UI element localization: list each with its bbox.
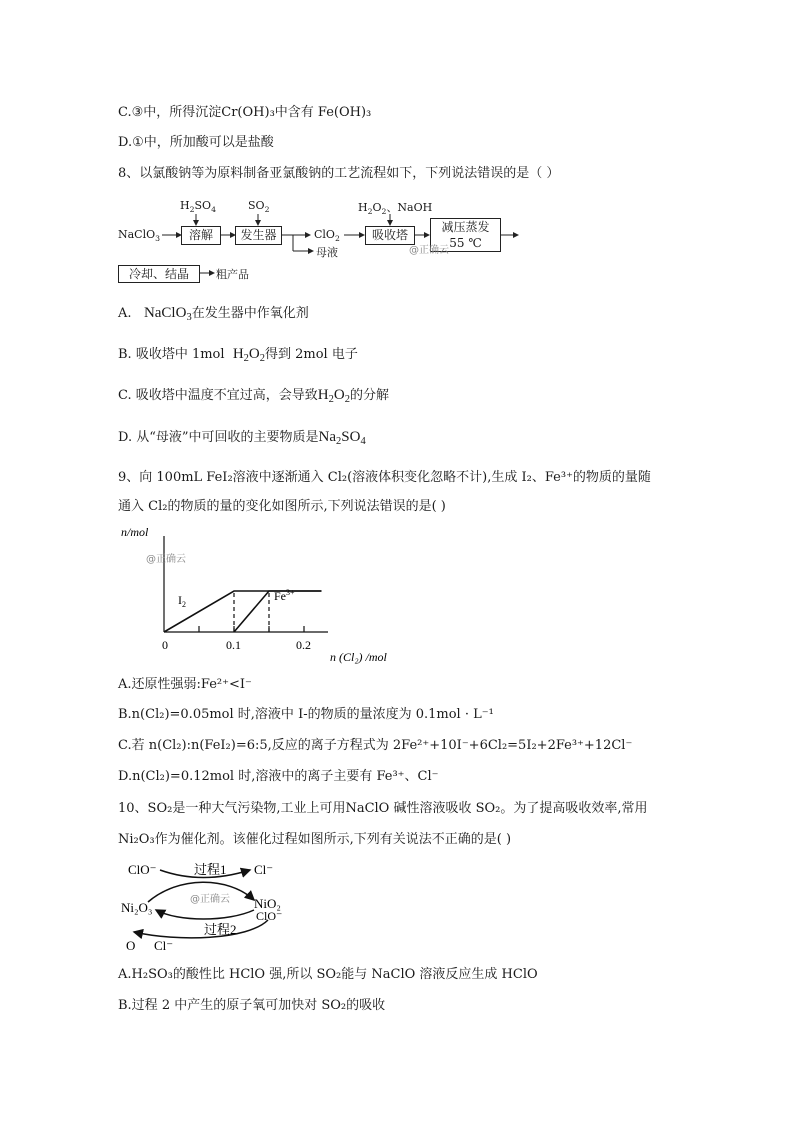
cycle-watermark: @正确云 [190, 894, 230, 905]
cycle-o: O [126, 938, 136, 953]
cycle-clo-right: ClO⁻ [256, 909, 283, 923]
q8-option-a: A. NaClO$_3$在发生器中作氧化剂 [118, 305, 309, 323]
q9-option-d: D.n(Cl₂)=0.12mol 时,溶液中的离子主要有 Fe³⁺、Cl⁻ [118, 769, 439, 784]
q10-option-a: A.H₂SO₃的酸性比 HClO 强,所以 SO₂能与 NaClO 溶液反应生成 HClO [118, 967, 538, 982]
flow-box-evaporation: 减压蒸发 55 ℃ [430, 218, 501, 252]
chart-watermark: @正确云 [146, 554, 186, 565]
cycle-arrow-lower [156, 910, 254, 919]
x-tick-label: 0.1 [226, 638, 241, 652]
q8-stem: 8、以氯酸钠等为原料制备亚氯酸钠的工艺流程如下，下列说法错误的是（ ） [118, 166, 560, 181]
cycle-clo-top: ClO⁻ [128, 862, 157, 877]
cycle-cl-bottom: Cl⁻ [154, 938, 174, 953]
flow-reagent-so2: $SO_2$ [248, 199, 270, 214]
q10-cycle-diagram [118, 856, 318, 956]
q8-option-b: B. 吸收塔中 1mol $H_2O_2$得到 2mol 电子 [118, 346, 358, 364]
x-tick-label: 0 [162, 638, 168, 652]
flow-reagent-h2so4: $H_2SO_4$ [180, 199, 216, 214]
label-fe3: $Fe^{3+}$ [274, 588, 295, 603]
cycle-cl-top: Cl⁻ [254, 862, 274, 877]
flow-final-product: 粗产品 [216, 268, 249, 281]
q10-stem-line1: 10、SO₂是一种大气污染物,工业上可用NaClO 碱性溶液吸收 SO₂。为了提高吸收效率,常用 [118, 801, 648, 816]
cycle-process2: 过程2 [204, 922, 237, 937]
q9-chart [118, 522, 418, 667]
cycle-arrow-bottom [134, 920, 268, 938]
flow-box-absorber: 吸收塔 [365, 226, 415, 245]
flow-start: NaClO$_3$ [118, 228, 161, 243]
watermark: @正确云 [409, 245, 449, 256]
flow-mother-liquor: 母液 [316, 246, 338, 259]
chart-xlabel: n (Cl₂) /mol [330, 650, 387, 664]
q8-option-c: C. 吸收塔中温度不宜过高，会导致$H_2O_2$的分解 [118, 387, 389, 405]
q9-chart-svg [118, 522, 418, 667]
series-i2-line [164, 591, 322, 632]
flow-product-clo2: ClO$_2$ [314, 228, 340, 243]
q7-option-d: D.①中，所加酸可以是盐酸 [118, 135, 274, 150]
q8-flow-diagram [118, 196, 538, 286]
chart-ylabel: n/mol [121, 525, 149, 539]
q9-option-a: A.还原性强弱:Fe²⁺<I⁻ [118, 677, 252, 692]
flow-box-generator: 发生器 [235, 226, 282, 245]
flow-box-crystallize: 冷却、结晶 [118, 265, 200, 283]
label-i2: $I_2$ [178, 593, 186, 609]
cycle-ni2o3: Ni₂O₃ [121, 900, 153, 915]
cycle-svg [118, 856, 318, 956]
q10-stem-line2: Ni₂O₃作为催化剂。该催化过程如图所示,下列有关说法不正确的是( ) [118, 832, 512, 847]
q7-option-c: C.③中，所得沉淀Cr(OH)₃中含有 Fe(OH)₃ [118, 105, 372, 120]
x-tick-label: 0.2 [296, 638, 311, 652]
cycle-nio2: NiO₂ [254, 896, 281, 911]
q8-option-d: D. 从“母液”中可回收的主要物质是$Na_2SO_4$ [118, 429, 366, 447]
q9-stem-line1: 9、向 100mL FeI₂溶液中逐渐通入 Cl₂(溶液体积变化忽略不计),生成 I₂、Fe³⁺的物质的量随 [118, 470, 651, 485]
cycle-process1: 过程1 [194, 862, 227, 877]
flow-box-dissolve: 溶解 [181, 226, 221, 245]
q9-option-b: B.n(Cl₂)=0.05mol 时,溶液中 I-的物质的量浓度为 0.1mol · L⁻¹ [118, 707, 494, 722]
q9-stem-line2: 通入 Cl₂的物质的量的变化如图所示,下列说法错误的是( ) [118, 499, 446, 514]
q10-option-b: B.过程 2 中产生的原子氧可加快对 SO₂的吸收 [118, 998, 386, 1013]
q9-option-c: C.若 n(Cl₂):n(FeI₂)=6:5,反应的离子方程式为 2Fe²⁺+10I⁻+6Cl₂=5I₂+2Fe³⁺+12Cl⁻ [118, 738, 633, 753]
flow-reagent-h2o2-naoh: $H_2O_2$、NaOH [358, 201, 433, 216]
